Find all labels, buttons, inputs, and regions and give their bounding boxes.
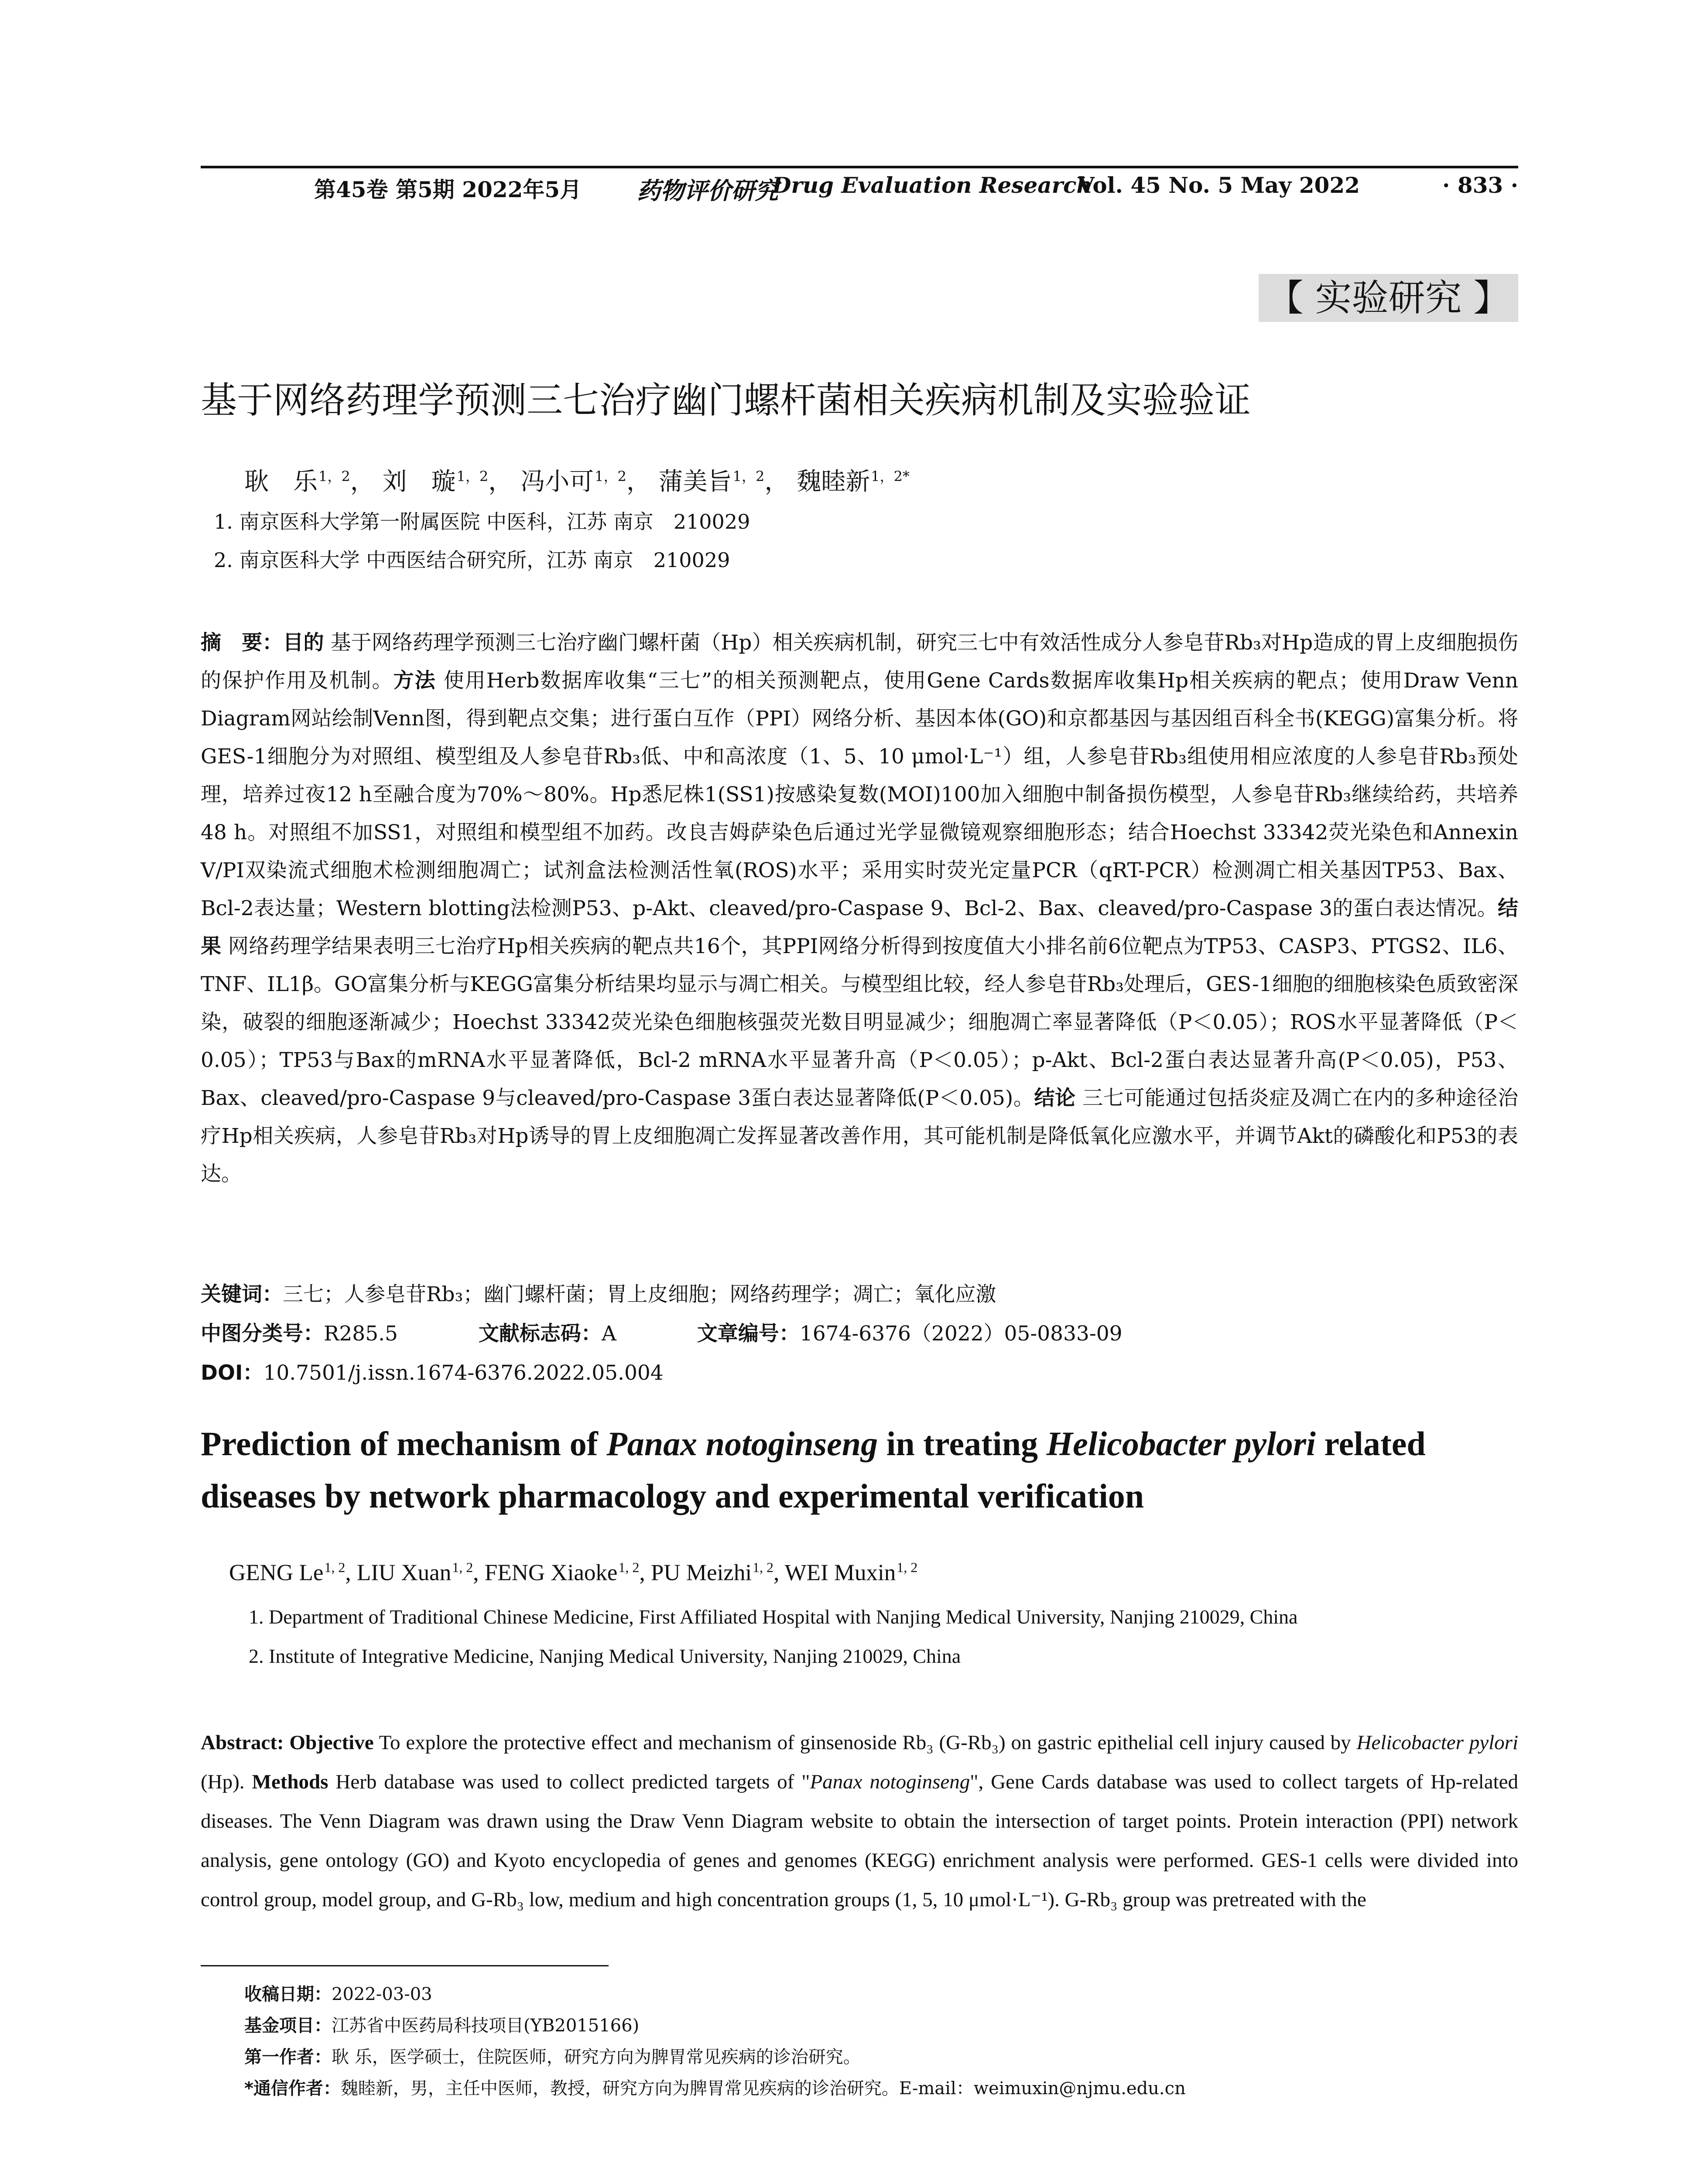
- abstract-en: [201, 1723, 1518, 1919]
- author-sup: 1, 2: [324, 1559, 346, 1575]
- author-sup: 1，2: [318, 468, 350, 485]
- abstract-en-label: Abstract:: [201, 1731, 284, 1754]
- classification-line: [201, 1317, 1123, 1347]
- results-text: 网络药理学结果表明三七治疗Hp相关疾病的靶点共16个，其PPI网络分析得到按度值大小排名前6位靶点为TP53、CASP3、PTGS2、IL6、TNF、IL1β。GO富集分析与KEGG富集分析结果均显示与凋亡相关。与模型组比较，经人参皂苷Rb₃处理后，GES-1细胞的细胞核染色质致密深染，破裂的细胞逐渐减少；Hoechst 33342荧光染色细胞核强荧光数目明显减少；细胞凋亡率显著降低（P＜0.05）；ROS水平显著降低（P＜0.05）；TP53与Bax的mRNA水平显著降低，Bcl-2 mRNA水平显著升高（P＜0.05）；p-Akt、Bcl-2蛋白表达显著升高(P＜0.05)，P53、Bax、cleaved/pro-Caspase 9与cleaved/pro-Caspase 3蛋白表达显著降低(P＜0.05)。: [201, 934, 1518, 1110]
- methods-label: 方法: [393, 669, 436, 693]
- author-en: WEI Muxin: [784, 1560, 896, 1586]
- doi-value: 10.7501/j.issn.1674-6376.2022.05.004: [263, 1361, 664, 1385]
- affiliation-cn-1: 1. 南京医科大学第一附属医院 中医科，江苏 南京 210029: [214, 510, 750, 533]
- footnote-rule: [201, 1965, 609, 1966]
- author-cn: 魏睦新: [797, 468, 870, 496]
- author-cn: 刘 璇: [382, 468, 456, 496]
- objective-en-text: To explore the protective effect and mechanism of ginsenoside Rb₃ (G-Rb₃) on gastric epithelial cell injury caused by: [379, 1731, 1357, 1754]
- header-issue-cn: 第45卷 第5期 2022年5月: [314, 177, 582, 202]
- footnote-first-author: [244, 2043, 861, 2068]
- author-en: PU Meizhi: [650, 1560, 752, 1586]
- clc-value: R285.5: [324, 1322, 398, 1346]
- affiliation-en-1: 1. Department of Traditional Chinese Medicine, First Affiliated Hospital with Nanjing Medical University, Nanjing 210029, China: [249, 1606, 1298, 1628]
- author-en: LIU Xuan: [356, 1560, 452, 1586]
- header-rule: [201, 166, 1518, 168]
- author-cn: 冯小可: [520, 468, 594, 496]
- abstract-label: 摘 要：: [201, 631, 283, 655]
- results-label: 结果: [201, 896, 1518, 958]
- footnote-value: 魏睦新，男，主任中医师，教授，研究方向为脾胃常见疾病的诊治研究。E-mail：weimuxin@njmu.edu.cn: [340, 2078, 1186, 2099]
- keywords-cn: [201, 1278, 996, 1307]
- footnote-label: 基金项目：: [244, 2016, 332, 2036]
- author-sup: 1, 2: [618, 1559, 640, 1575]
- title-en: [201, 1418, 1518, 1522]
- article-number-value: 1674-6376（2022）05-0833-09: [799, 1322, 1123, 1346]
- journal-name-en: Drug Evaluation Research: [772, 172, 1092, 198]
- title-en-part: Prediction of mechanism of: [201, 1425, 607, 1463]
- footnote-corresponding: [244, 2075, 1186, 2099]
- clc-label: 中图分类号：: [201, 1322, 324, 1346]
- header-volume-en: Vol. 45 No. 5 May 2022: [1078, 172, 1360, 198]
- keywords-label: 关键词：: [201, 1282, 283, 1306]
- doi-label: DOI：: [201, 1361, 264, 1385]
- footnote-received: [244, 1980, 432, 2005]
- title-en-part: related diseases by network pharmacology and experimental verification: [201, 1425, 1426, 1515]
- title-en-species: Panax notoginseng: [606, 1425, 878, 1463]
- affiliation-en-2: 2. Institute of Integrative Medicine, Nanjing Medical University, Nanjing 210029, China: [249, 1645, 961, 1667]
- conclusion-label: 结论: [1034, 1086, 1076, 1110]
- keywords-value: 三七；人参皂苷Rb₃；幽门螺杆菌；胃上皮细胞；网络药理学；凋亡；氧化应激: [283, 1282, 996, 1306]
- doi-line: [201, 1357, 664, 1386]
- author-sup: 1，2: [595, 468, 626, 485]
- author-cn: 耿 乐: [244, 468, 318, 496]
- section-tag: 【 实验研究 】: [1259, 274, 1518, 322]
- objective-en-label: Objective: [289, 1731, 374, 1754]
- article-number-label: 文章编号：: [697, 1322, 800, 1346]
- running-header: [201, 172, 1518, 203]
- author-sup: 1, 2: [897, 1559, 918, 1575]
- affiliation-cn-2: 2. 南京医科大学 中西医结合研究所，江苏 南京 210029: [214, 548, 730, 572]
- methods-en-species: Panax notoginseng: [810, 1771, 970, 1793]
- author-sup: 1, 2: [753, 1559, 774, 1575]
- doc-code-label: 文献标志码：: [478, 1322, 602, 1346]
- methods-en-text: ", Gene Cards database was used to collect targets of Hp-related diseases. The Venn Diagram was drawn using the Draw Venn Diagram website to obtain the intersection of target points. Protein interaction (PPI) network analysis, gene ontology (GO) and Kyoto encyclopedia of genes and genomes (KEGG) enrichment analysis were performed. GES-1 cells were divided into control group, model group, and G-Rb₃ low, medium and high concentration groups (1, 5, 10 μmol·L⁻¹). G-Rb₃ group was pretreated with the: [201, 1771, 1519, 1911]
- objective-label: 目的: [283, 631, 324, 655]
- footnote-label: *通信作者：: [244, 2078, 341, 2099]
- objective-en-species: Helicobacter pylori: [1356, 1731, 1519, 1754]
- footnote-value: 2022-03-03: [332, 1984, 432, 2004]
- authors-cn: 耿 乐$^{1,2}$， 刘 璇$^{1,2}$， 冯小可$^{1,2}$， 蒲美旨$^{1,2}$， 魏睦新$^{1,2*}$: [244, 468, 910, 496]
- author-sup: 1, 2: [452, 1559, 473, 1575]
- methods-en-text: Herb database was used to collect predicted targets of ": [335, 1771, 810, 1793]
- methods-en-label: Methods: [252, 1771, 329, 1793]
- author-sup: 1，2*: [871, 468, 910, 485]
- page-number: · 833 ·: [1442, 172, 1518, 198]
- author-cn: 蒲美旨: [658, 468, 732, 496]
- doc-code-value: A: [601, 1322, 616, 1346]
- methods-text: 使用Herb数据库收集“三七”的相关预测靶点，使用Gene Cards数据库收集Hp相关疾病的靶点；使用Draw Venn Diagram网站绘制Venn图，得到靶点交集；进行蛋白互作（PPI）网络分析、基因本体(GO)和京都基因与基因组百科全书(KEGG)富集分析。将GES-1细胞分为对照组、模型组及人参皂苷Rb₃低、中和高浓度（1、5、10 μmol·L⁻¹）组，人参皂苷Rb₃组使用相应浓度的人参皂苷Rb₃预处理，培养过夜12 h至融合度为70%～80%。Hp悉尼株1(SS1)按感染复数(MOI)100加入细胞中制备损伤模型，人参皂苷Rb₃继续给药，共培养48 h。对照组不加SS1，对照组和模型组不加药。改良吉姆萨染色后通过光学显微镜观察细胞形态；结合Hoechst 33342荧光染色和Annexin V/PI双染流式细胞术检测细胞凋亡；试剂盒法检测活性氧(ROS)水平；采用实时荧光定量PCR（qRT-PCR）检测凋亡相关基因TP53、Bax、Bcl-2表达量；Western blotting法检测P53、p-Akt、cleaved/pro-Caspase 9、Bcl-2、Bax、cleaved/pro-Caspase 3的蛋白表达情况。: [201, 669, 1518, 920]
- journal-logo: 药物评价研究: [637, 177, 778, 205]
- objective-en-text: (Hp).: [201, 1771, 245, 1793]
- title-en-part: in treating: [878, 1425, 1047, 1463]
- footnote-label: 收稿日期：: [244, 1984, 332, 2004]
- author-sup: 1，2: [456, 468, 489, 485]
- author-en: FENG Xiaoke: [484, 1560, 618, 1586]
- footnote-value: 耿 乐，医学硕士，住院医师，研究方向为脾胃常见疾病的诊治研究。: [332, 2047, 861, 2067]
- title-cn: 基于网络药理学预测三七治疗幽门螺杆菌相关疾病机制及实验验证: [201, 379, 1251, 421]
- conclusion-text: 三七可能通过包括炎症及凋亡在内的多种途径治疗Hp相关疾病，人参皂苷Rb₃对Hp诱导的胃上皮细胞凋亡发挥显著改善作用，其可能机制是降低氧化应激水平，并调节Akt的磷酸化和P53的表达。: [201, 1086, 1518, 1186]
- objective-text: 基于网络药理学预测三七治疗幽门螺杆菌（Hp）相关疾病机制，研究三七中有效活性成分人参皂苷Rb₃对Hp造成的胃上皮细胞损伤的保护作用及机制。: [201, 631, 1519, 693]
- footnote-label: 第一作者：: [244, 2047, 332, 2067]
- author-sup: 1，2: [732, 468, 765, 485]
- footnote-funding: [244, 2012, 639, 2037]
- title-en-species: Helicobacter pylori: [1046, 1425, 1316, 1463]
- authors-en: GENG Le$^{1, 2}$, LIU Xuan$^{1, 2}$, FENG Xiaoke$^{1, 2}$, PU Meizhi$^{1, 2}$, WEI Muxin$^{1, 2}$: [229, 1559, 918, 1586]
- author-en: GENG Le: [229, 1560, 324, 1586]
- abstract-cn: [201, 624, 1518, 1193]
- footnote-value: 江苏省中医药局科技项目(YB2015166): [332, 2016, 640, 2036]
